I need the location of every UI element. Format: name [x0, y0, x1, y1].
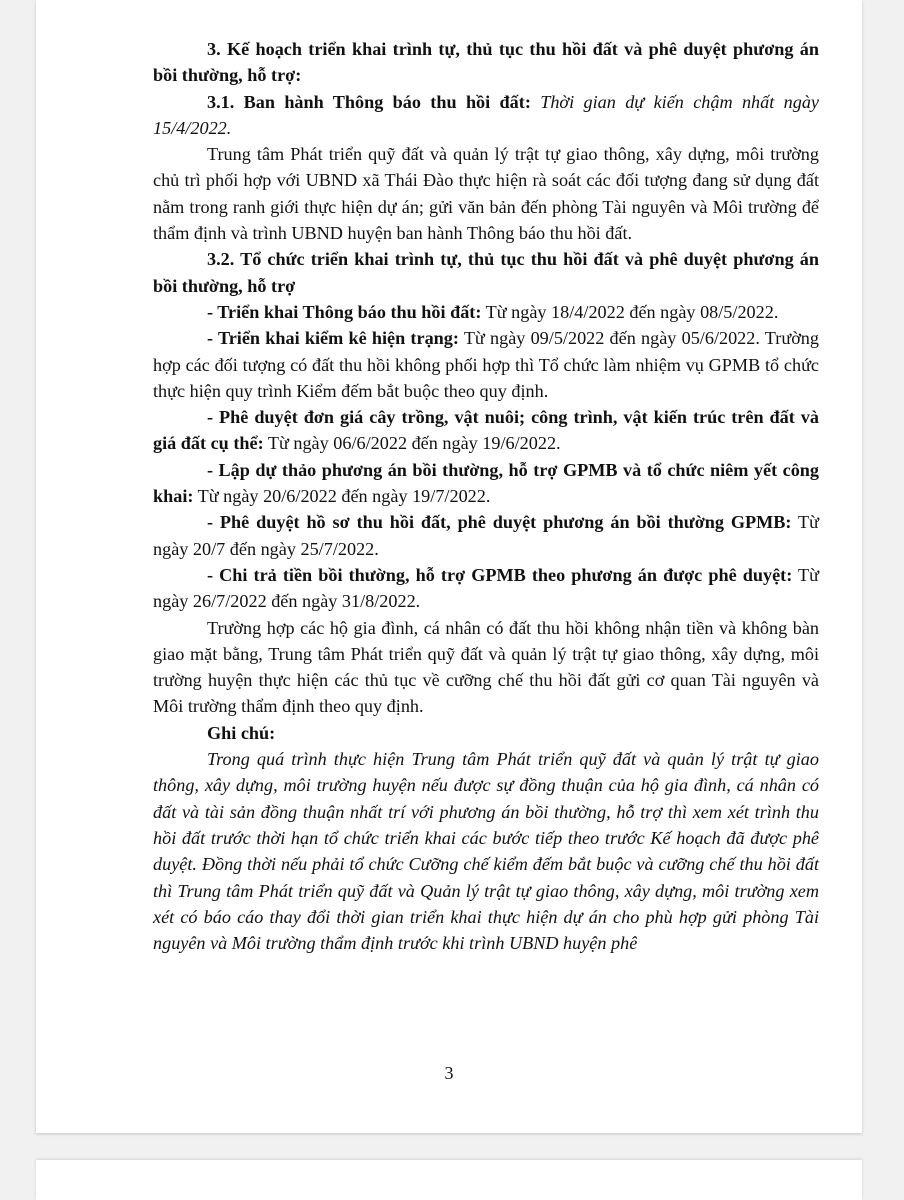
list-item-text: Từ ngày 09/5/2022 đến ngày 05/6/2022. Trường hợp các đối tượng có đất thu hồi không phối hợp thì Tổ chức làm nhiệm vụ GPMB tổ chức thực hiện quy trình Kiểm đếm bắt buộc theo quy định. — [153, 328, 819, 401]
document-page — [36, 0, 862, 1133]
list-item-label: - Phê duyệt hồ sơ thu hồi đất, phê duyệt phương án bồi thường GPMB: — [207, 512, 792, 533]
page-number: 3 — [444, 1063, 454, 1083]
section-3-2-heading: 3.2. Tổ chức triển khai trình tự, thủ tục thu hồi đất và phê duyệt phương án bồi thường, hỗ trợ — [153, 249, 819, 296]
list-item-label: - Triển khai Thông báo thu hồi đất: — [207, 301, 482, 322]
list-item-label: - Triển khai kiểm kê hiện trạng: — [207, 328, 459, 349]
section-3-heading: 3. Kế hoạch triển khai trình tự, thủ tục thu hồi đất và phê duyệt phương án bồi thường, hỗ trợ: — [153, 39, 819, 86]
list-item-text: Từ ngày 20/7 đến ngày 25/7/2022. — [153, 512, 820, 559]
list-item-label: - Phê duyệt đơn giá cây trồng, vật nuôi; công trình, vật kiến trúc trên đất và giá đất cụ thể: — [153, 407, 819, 454]
next-page-edge — [36, 1160, 862, 1200]
section-3-1-heading: 3.1. Ban hành Thông báo thu hồi đất: — [207, 91, 531, 112]
list-item-text: Từ ngày 06/6/2022 đến ngày 19/6/2022. — [263, 433, 561, 454]
list-item-text: Từ ngày 18/4/2022 đến ngày 08/5/2022. — [481, 301, 779, 322]
list-item-label: - Chi trả tiền bồi thường, hỗ trợ GPMB theo phương án được phê duyệt: — [207, 564, 793, 585]
list-item-draft-plan — [153, 457, 819, 510]
section-3-1-time: Thời gian dự kiến chậm nhất ngày 15/4/2022. — [153, 91, 819, 138]
list-item-approval — [153, 509, 819, 562]
note-heading: Ghi chú: — [207, 722, 276, 743]
section-3-1 — [153, 89, 819, 142]
list-item-inventory — [153, 325, 819, 404]
list-item-payment — [153, 562, 819, 615]
list-item-text: Từ ngày 26/7/2022 đến ngày 31/8/2022. — [153, 564, 819, 612]
section-3-1-body: Trung tâm Phát triển quỹ đất và quản lý trật tự giao thông, xây dựng, môi trường chủ trì phối hợp với UBND xã Thái Đào thực hiện rà soát các đối tượng đang sử dụng đất nằm trong ranh giới thực hiện dự án; gửi văn bản đến phòng Tài nguyên và Môi trường để thẩm định và trình UBND huyện ban hành Thông báo thu hồi đất. — [153, 144, 819, 244]
page-content — [153, 36, 819, 956]
list-item-text: Từ ngày 20/6/2022 đến ngày 19/7/2022. — [193, 486, 491, 507]
list-item-label: - Lập dự thảo phương án bồi thường, hỗ trợ GPMB và tổ chức niêm yết công khai: — [153, 459, 819, 507]
note-body: Trong quá trình thực hiện Trung tâm Phát triển quỹ đất và quản lý trật tự giao thông, xây dựng, môi trường huyện nếu được sự đồng thuận của hộ gia đình, cá nhân có đất và tài sản đồng thuận nhất trí với phương án bồi thường, hỗ trợ thì xem xét trình thu hồi đất trước thời hạn tổ chức triển khai các bước tiếp theo trước Kế hoạch đã được phê duyệt. Đồng thời nếu phải tổ chức Cưỡng chế kiểm đếm bắt buộc và cưỡng chế thu hồi đất thì Trung tâm Phát triển quỹ đất và Quản lý trật tự giao thông, xây dựng, môi trường xem xét có báo cáo thay đổi thời gian triển khai thực hiện dự án cho phù hợp gửi phòng Tài nguyên và Môi trường thẩm định trước khi trình UBND huyện phê — [153, 749, 819, 954]
list-item-notice — [153, 299, 819, 325]
section-3-2-closing: Trường hợp các hộ gia đình, cá nhân có đất thu hồi không nhận tiền và không bàn giao mặt bằng, Trung tâm Phát triển quỹ đất và quản lý trật tự giao thông, xây dựng, môi trường huyện thực hiện các thủ tục về cưỡng chế thu hồi đất gửi cơ quan Tài nguyên và Môi trường thẩm định theo quy định. — [153, 617, 819, 717]
list-item-unit-price — [153, 404, 819, 457]
